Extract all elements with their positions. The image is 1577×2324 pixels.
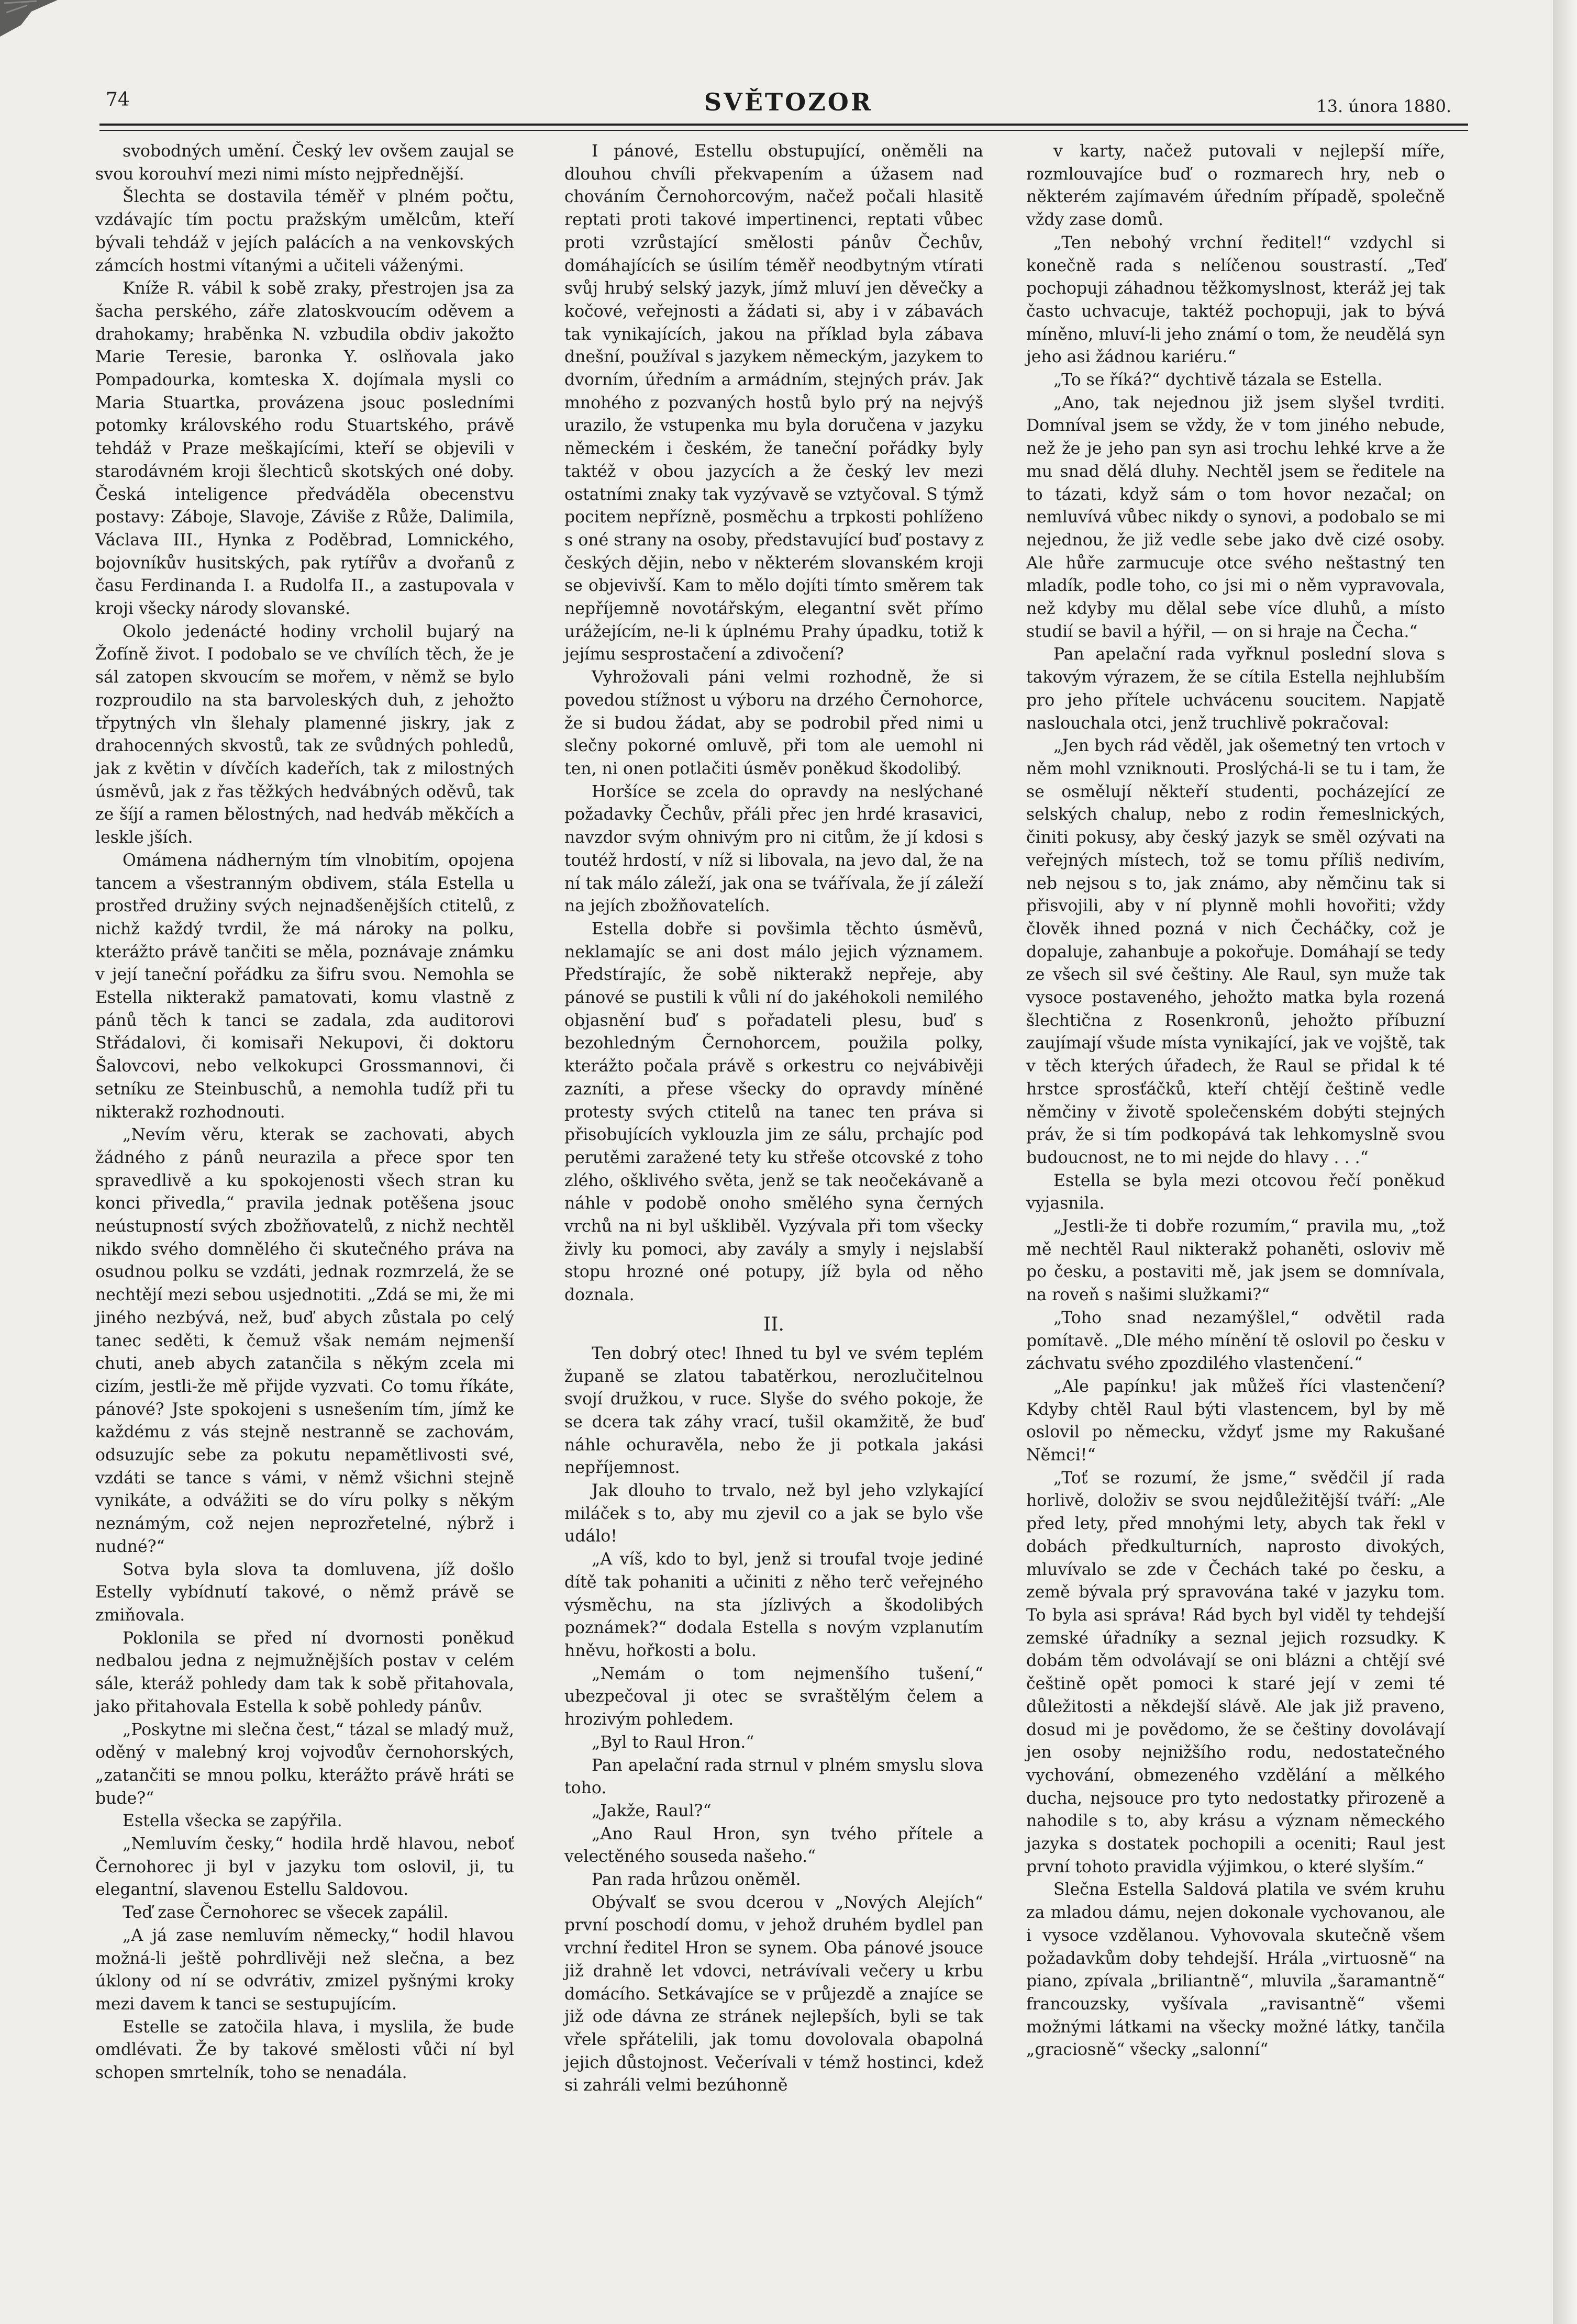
paragraph: v karty, načež putovali v nejlepší míře, rozmlouvajíce buď o rozmarech hry, neb o některém zajímavém úředním případě, společně vždy zase domů. [1026,142,1445,230]
paragraph: „Ano Raul Hron, syn tvého přítele a velectěného souseda našeho.“ [564,1824,983,1867]
paragraph: „A já zase nemluvím německy,“ hodil hlavou možná-li ještě pohrdlivěji než slečna, a bez úklony od ní se odvrátiv, zmizel pyšnými kroky mezi davem k tanci se sestupujícím. [95,1926,514,2014]
paragraph: „Nemluvím česky,“ hodila hrdě hlavou, neboť Černohorec ji byl v jazyku tom oslovil, ji, tu elegantní, slavenou Estellu Saldovou. [95,1835,514,1900]
paragraph: Sotva byla slova ta domluvena, jíž došlo Estelly vybídnutí takové, o němž právě se zmiňovala. [95,1560,514,1625]
paragraph: Pan apelační rada strnul v plném smyslu slova toho. [564,1756,983,1798]
issue-date: 13. února 1880. [1316,96,1451,116]
paragraph: Šlechta se dostavila téměř v plném počtu, vzdávajíc tím poctu pražským umělcům, kteří bývali tehdáž v jejích palácích a na venkovských zámcích hostmi vítanými a učiteli váženými. [95,187,514,275]
paragraph: Estella dobře si povšimla těchto úsměvů, neklamajíc se ani dost málo jejich významem. Předstírajíc, že sobě nikterakž nepřeje, aby pánové se pustili k vůli ní do jakéhokoli nemilého objasnění buď s pořadateli plesu, buď s bezohledným Černohorcem, použila polky, kterážto počala právě s orkestru co nejvábivěji zazníti, a přese všecky do opravdy míněné protesty svých ctitelů na tanec ten práva si přisobujících vyklouzla jim ze sálu, prchajíc pod perutěmi zaražené tety ku střeše otcovské z toho zlého, ošklivého světa, jenž se tak neočekávaně a náhle v podobě onoho smělého syna černých vrchů na ni byl uškliběl. Vyzývala při tom všecky živly ku pomoci, aby zavály a smyly i nejslabší stopu hrozné oné potupy, jíž byla od něho doznala. [564,919,983,1305]
paragraph: „Nemám o tom nejmenšího tušení,“ ubezpečoval ji otec se svraštělým čelem a hrozivým pohledem. [564,1664,983,1729]
paragraph: Obývalť se svou dcerou v „Nových Alejích“ první poschodí domu, v jehož druhém bydlel pan vrchní ředitel Hron se synem. Oba pánové jsouce již drahně let vdovci, netrávívali večery u krbu domácího. Setkávajíce se v průjezdě a znajíce se již ode dávna ze stránek nejlepších, byli se tak vřele spřátelili, jak tomu dovolovala obapolná jejich důstojnost. Večerívali v témž hostinci, kdež si zahráli velmi bezúhonně [564,1893,983,2095]
column-1 [95,140,514,2085]
paragraph: „Poskytne mi slečna čest,“ tázal se mladý muž, oděný v malebný kroj vojvodův černohorských, „zatančiti se mnou polku, kterážto právě hráti se bude?“ [95,1720,514,1808]
paragraph: Horšíce se zcela do opravdy na neslýchané požadavky Čechův, přáli přec jen hrdé krasavici, navzdor svým ohnivým pro ni citům, že jí kdosi s toutéž hrdostí, v níž si libovala, na jevo dal, že na ní tak málo záleží, jak ona se tvářívala, že jí záleží na jejích zbožňovatelích. [564,782,983,916]
page-number: 74 [106,89,130,110]
paragraph: Okolo jedenácté hodiny vrcholil bujarý na Žofíně život. I podobalo se ve chvílích těch, že je sál zatopen skvoucím se mořem, v němž se bylo rozproudilo na sta barvoleských duh, z jehožto třpytných vln šlehaly plamenné jiskry, jak z drahocenných skvostů, tak ze svůdných pohledů, jak z květin v dívčích kadeřích, tak z milostných úsměvů, jak z řas těžkých hedvábných oděvů, tak ze šíjí a ramen bělostných, nad hedváb měkčích a leskle jších. [95,622,514,847]
paragraph: „Ten nebohý vrchní ředitel!“ vzdychl si konečně rada s nelíčenou soustrastí. „Teď pochopuji záhadnou těžkomyslnost, kteráž jej tak často uchvacuje, taktéž pochopuji, jak to bývá míněno, mluví-li jeho známí o tom, že neudělá syn jeho asi žádnou kariéru.“ [1026,233,1445,367]
page-edge [1553,0,1577,2324]
paragraph: „Jen bych rád věděl, jak ošemetný ten vrtoch v něm mohl vzniknouti. Proslýchá-li se tu i tam, že se osmělují někteří studenti, pocházející ze selských chalup, nebo z rodin řemeslnických, činiti pokusy, aby český jazyk se směl ozývati na veřejných místech, tož se tomu příliš nedivím, neb nejsou s to, jak známo, aby němčinu tak si přisvojili, aby v ní plynně mohli hovořiti; vždy člověk ihned pozná v nich Čecháčky, což je dopaluje, zahanbuje a pokořuje. Domáhají se tedy ze všech sil své češtiny. Ale Raul, syn muže tak vysoce postaveného, jehožto matka byla rozená šlechtična z Rosenkronů, jehožto příbuzní zaujímají všude místa vynikající, jak ve vojště, tak v těch kterých úřadech, že Raul se přidal k té hrstce sprosťáčků, kteří chtějí češtině vedle němčiny v životě společenském dobýti stejných práv, že si tím podkopává tak lehkomyslně svou budoucnost, ne to mi nejde do hlavy . . .“ [1026,736,1445,1167]
paragraph: Jak dlouho to trvalo, než byl jeho vzlykající miláček s to, aby mu zjevil co a jak se bylo vše událo! [564,1481,983,1546]
magazine-title: SVĚTOZOR [704,88,873,116]
paragraph: „To se říká?“ dychtivě tázala se Estella. [1053,371,1383,390]
paragraph: „Jakže, Raul?“ [592,1801,712,1820]
torn-corner [0,0,58,42]
column-2 [564,140,983,2097]
paragraph: svobodných umění. Český lev ovšem zaujal se svou korouhví mezi nimi místo nejpřednější. [95,142,514,184]
paragraph: „Ale papínku! jak můžeš říci vlastenčení? Kdyby chtěl Raul býti vlastencem, byl by mě oslovil po německu, vždyť jsme my Rakušané Němci!“ [1026,1377,1445,1465]
paragraph: „Ano, tak nejednou již jsem slyšel tvrditi. Domníval jsem se vždy, že v tom jiného nebude, než že je jeho pan syn asi trochu lehké krve a že mu snad dělá dluhy. Nechtěl jsem se ředitele na to tázati, když sám o tom hovor nezačal; on nemluvívá vůbec nikdy o synovi, a podobalo se mi nejednou, že již vedle sebe jako dvě cizé osoby. Ale hůře zarmucuje otce svého neštastný ten mladík, podle toho, co jsi mi o něm vypravovala, než kdyby mu dělal sebe více dluhů, a místo studií se bavil a hýřil, — on si hraje na Čecha.“ [1026,393,1445,641]
paragraph: Omámena nádherným tím vlnobitím, opojena tancem a všestranným obdivem, stála Estella u prostřed družiny svých nejnadšenějších ctitelů, z nichž každý tvrdil, že má nároky na polku, kterážto právě tančiti se měla, poznávaje známku v její taneční pořádku za šifru svou. Nemohla se Estella nikterakž pamatovati, komu vlastně z pánů těch k tanci se zadala, zda auditorovi Střádalovi, či komisaři Nekupovi, či doktoru Šalovcovi, nebo velkokupci Grossmannovi, či setníku ze Steinbuschů, a nemohla tudíž při tu nikterakž rozhodnouti. [95,851,514,1122]
section-heading: II. [763,1313,784,1335]
paragraph: „Toť se rozumí, že jsme,“ svědčil jí rada horlivě, doloživ se svou nejdůležitější tváří: „Ale před lety, před mnohými lety, abych tak řekl v dobách předkulturních, naprosto divokých, mluvívalo se zde v Čechách také po česku, a země bývala prý spravována také v jazyku tom. To byla asi správa! Rád bych byl viděl ty tehdejší zemské úřadníky a seznal jejich rozsudky. K dobám těm odvolávají se oni blázni a chtějí své češtině opět pomoci k staré její v zemi té důležitosti a někdejší slávě. Ale jak již praveno, dosud mi je povědomo, že se češtiny dovolávají jen osoby nejnižšího rodu, nedostatečného vychování, obmezeného vzdělání a mělkého ducha, nejsouce pro tyto nedostatky přirozeně a nahodile s to, aby krásu a význam německého jazyka s dostatek pochopili a oceniti; Raul jest první tohoto pravidla výjimkou, o které slyším.“ [1026,1468,1445,1876]
paragraph: „Toho snad nezamýšlel,“ odvětil rada pomítavě. „Dle mého mínění tě oslovil po česku v záchvatu svého zpozdilého vlastenčení.“ [1026,1308,1445,1373]
paragraph: Pan rada hrůzou oněměl. [592,1870,801,1890]
paragraph: „Jestli-že ti dobře rozumím,“ pravila mu, „tož mě nechtěl Raul nikterakž pohaněti, osloviv mě po česku, a postaviti mě, jak jsem se domnívala, na roveň s našimi služkami?“ [1026,1217,1445,1305]
paragraph: Teď zase Černohorec se všecek zapálil. [123,1903,449,1923]
paragraph: Vyhrožovali páni velmi rozhodně, že si povedou stížnost u výboru na drzého Černohorce, že si budou žádat, aby se podrobil před nimi u slečny pokorné omluvě, při tom ale uemohl ni ten, ni onen potlačiti úsměv poněkud škodolibý. [564,668,983,778]
header-rule [99,124,1468,131]
paragraph: Estella všecka se zapýřila. [123,1812,342,1831]
paragraph: I pánové, Estellu obstupující, oněměli na dlouhou chvíli překvapením a úžasem nad chováním Černohorcovým, načež počali hlasitě reptati proti takové impertinenci, reptati vůbec proti vzrůstající smělosti pánův Čechův, domáhajících se úsilím téměř neodbytným vtírati svůj hrubý selský jazyk, jímž mluví jen děvečky a kočové, veřejnosti a žádati si, aby i v zábavách tak vynikajících, jakou na příklad byla zábava dnešní, používal s jazykem německým, jazykem to dvorním, úředním a armádním, stejných práv. Jak mnohého z pozvaných hostů bylo prý na nejvýš urazilo, že vstupenka mu byla doručena v jazyku německém i českém, že taneční pořádky byly taktéž v obou jazycích a že český lev mezi ostatními znaky tak vyzývavě se vztyčoval. S týmž pocitem nepřízně, posměchu a trpkosti pohlíženo s oné strany na osoby, představující buď postavy z českých dějin, nebo v některém slovanském kroji se objevivší. Kam to mělo dojíti tímto směrem tak nepříjemně novotářským, elegantní svět přímo urážejícím, ne-li k úplnému Prahy úpadku, totiž k jejímu sesprostačení a zdivočení? [564,142,983,664]
paragraph: Estelle se zatočila hlava, i myslila, že bude omdlévati. Že by takové smělosti vůči ní byl schopen smrtelník, toho se nenadála. [95,2017,514,2083]
paragraph: „A víš, kdo to byl, jenž si troufal tvoje jediné dítě tak pohaniti a učiniti z něho terč veřejného výsměchu, na sta jízlivých a škodolibých poznámek?“ dodala Estella s novým vzplanutím hněvu, hořkosti a bolu. [564,1550,983,1660]
paragraph: „Nevím věru, kterak se zachovati, abych žádného z pánů neurazila a přece spor ten spravedlivě a ku spokojenosti všech stran ku konci přivedla,“ pravila jednak potěšena jsouc neústupností svých zbožňovatelů, z nichž nechtěl nikdo svého domnělého či skutečného práva na osudnou polku se vzdáti, jednak rozmrzelá, že se nechtějí mezi sebou usjednotiti. „Zdá se mi, že mi jiného nezbývá, než, buď abych zůstala po celý tanec seděti, k čemuž však nemám nejmenší chuti, aneb abych zatančila s někým zcela mi cizím, jestli-že mě přijde vyzvati. Co tomu říkáte, pánové? Jste spokojeni s usnešením tím, jímž ke každému z vás stejně nestranně se zachovám, odsuzujíc sebe za pokutu nepamětlivosti své, vzdáti se tance s vámi, v němž všichni stejně vynikáte, a odvážiti se do víru polky s někým neznámým, což nejen neprozřetelné, nýbrž i nudné?“ [95,1125,514,1556]
paragraph: Slečna Estella Saldová platila ve svém kruhu za mladou dámu, nejen dokonale vychovanou, ale i vysoce vzdělanou. Vyhovovala skutečně všem požadavkům doby tehdejší. Hrála „virtuosně“ na piano, zpívala „briliantně“, mluvila „šaramantně“ francouzsky, vyšívala „ravisantně“ všemi možnými látkami na všecky možné látky, tančila „graciosně“ všecky „salonní“ [1026,1880,1445,2060]
column-3 [1026,140,1445,2062]
paragraph: Ten dobrý otec! Ihned tu byl ve svém teplém županě se zlatou tabatěrkou, nerozlučitelnou svojí družkou, v ruce. Slyše do svého pokoje, že se dcera tak záhy vrací, tušil okamžitě, že buď náhle ochuravěla, nebo že ji potkala jakási nepříjemnost. [564,1344,983,1478]
paragraph: „Byl to Raul Hron.“ [592,1733,754,1752]
paragraph: Poklonila se před ní dvornosti poněkud nedbalou jedna z nejmužnějších postav v celém sále, kteráž pohledy dam tak k sobě přitahovala, jako přitahovala Estella k sobě pohledy pánův. [95,1628,514,1716]
paragraph: Pan apelační rada vyřknul poslední slova s takovým výrazem, že se cítila Estella nejhlubším pro jeho přítele uchvácenu soucitem. Napjatě naslouchala otci, jenž truchlivě pokračoval: [1026,645,1445,733]
paragraph: Estella se byla mezi otcovou řečí poněkud vyjasnila. [1026,1171,1445,1213]
paragraph: Kníže R. vábil k sobě zraky, přestrojen jsa za šacha perského, záře zlatoskvoucím oděvem a drahokamy; hraběnka N. vzbudila obdiv jakožto Marie Teresie, baronka Y. oslňovala jako Pompadourka, komteska X. dojímala mysli co Maria Stuartka, provázena jsouc posledními potomky královského rodu Stuartského, právě tehdáž v Praze meškajícími, kteří se objevili v starodávném kroji šlechticů skotských oné doby. Česká inteligence předváděla obecenstvu postavy: Záboje, Slavoje, Záviše z Růže, Dalimila, Václava III., Hynka z Poděbrad, Lomnického, bojovníkův husitských, pak rytířův a dvořanů z času Ferdinanda I. a Rudolfa II., a zastupovala v kroji všecky národy slovanské. [95,279,514,619]
